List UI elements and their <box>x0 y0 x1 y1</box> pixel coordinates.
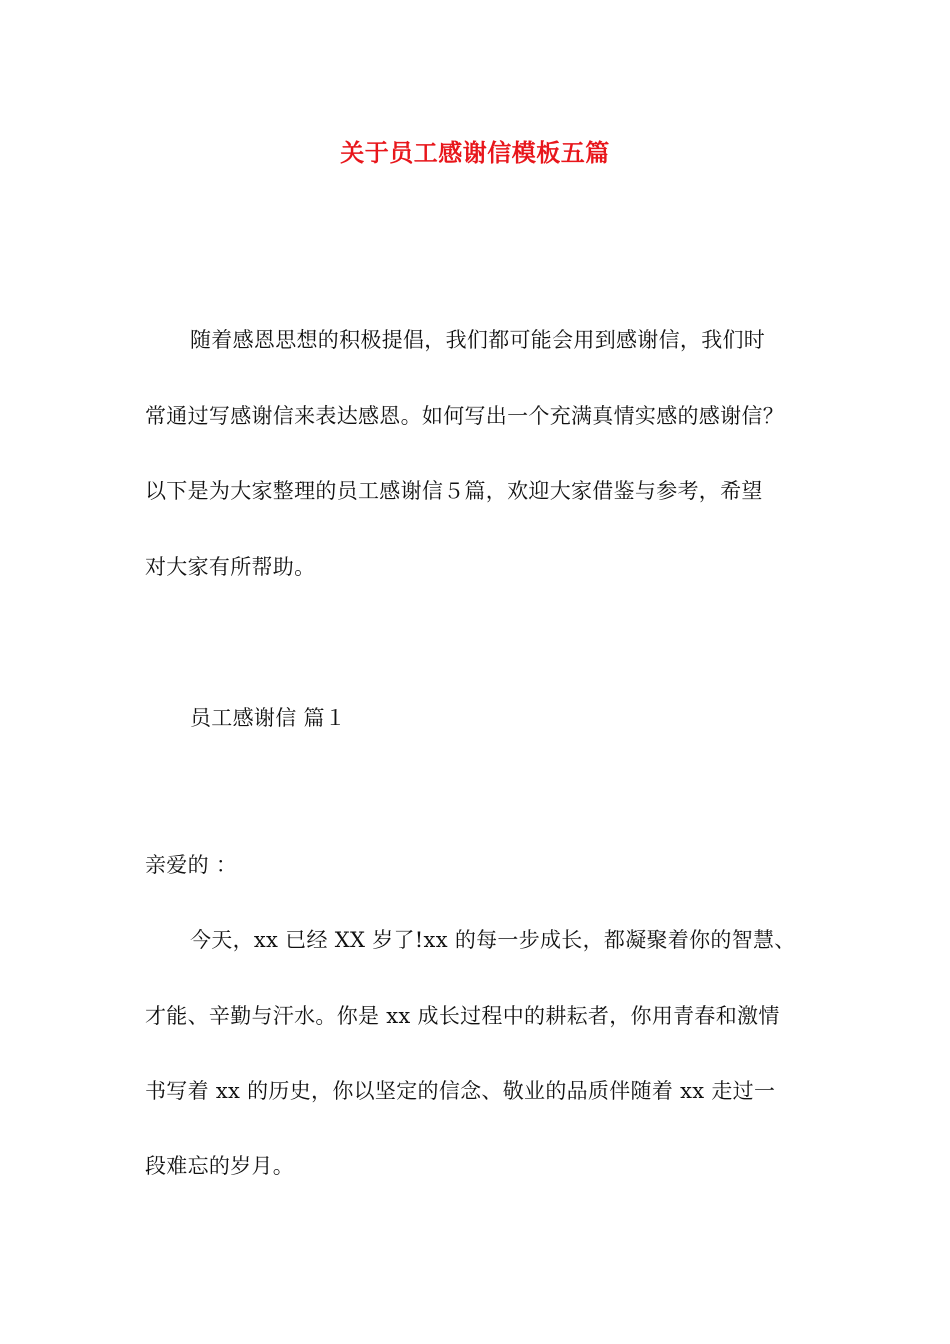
intro-line-3: 以下是为大家整理的员工感谢信５篇，欢迎大家借鉴与参考，希望 <box>145 479 763 503</box>
intro-line-2: 常通过写感谢信来表达感恩。如何写出一个充满真情实感的感谢信？ <box>145 404 784 428</box>
body-line-4: 段难忘的岁月。 <box>145 1154 295 1178</box>
intro-line-1: 随着感恩思想的积极提倡，我们都可能会用到感谢信，我们时 <box>190 328 766 352</box>
document-title: 关于员工感谢信模板五篇 <box>340 138 610 167</box>
salutation: 亲爱的 ： <box>145 853 238 877</box>
body-line-3: 书写着 xx 的历史，你以坚定的信念、敬业的品质伴随着 xx 走过一 <box>145 1079 776 1103</box>
body-line-2: 才能、辛勤与汗水。你是 xx 成长过程中的耕耘者，你用青春和激情 <box>145 1004 780 1028</box>
body-line-1: 今天，xx 已经 XX 岁了!xx 的每一步成长，都凝聚着你的智慧、 <box>190 928 796 952</box>
section-heading: 员工感谢信 篇１ <box>190 706 347 730</box>
intro-line-4: 对大家有所帮助。 <box>145 555 316 579</box>
